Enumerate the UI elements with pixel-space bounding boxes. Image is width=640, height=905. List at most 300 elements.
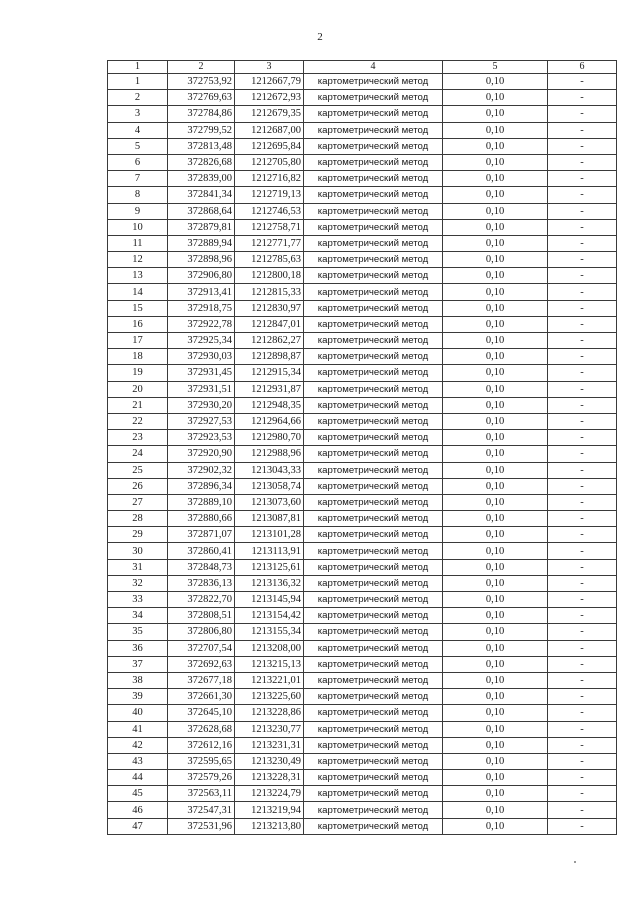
table-row bbox=[108, 138, 617, 154]
y-coordinate-cell: 1212988,96 bbox=[235, 446, 304, 462]
method-cell: картометрический метод bbox=[304, 446, 443, 462]
method-cell: картометрический метод bbox=[304, 333, 443, 349]
note-cell: - bbox=[548, 333, 617, 349]
y-coordinate-cell: 1212915,34 bbox=[235, 365, 304, 381]
point-number-cell: 40 bbox=[108, 705, 168, 721]
page-number: 2 bbox=[317, 31, 323, 43]
method-cell: картометрический метод bbox=[304, 349, 443, 365]
x-coordinate-cell: 372896,34 bbox=[168, 478, 235, 494]
table-row bbox=[108, 446, 617, 462]
x-coordinate-cell: 372871,07 bbox=[168, 527, 235, 543]
accuracy-cell: 0,10 bbox=[443, 559, 548, 575]
point-number-cell: 41 bbox=[108, 721, 168, 737]
y-coordinate-cell: 1212862,27 bbox=[235, 333, 304, 349]
note-cell: - bbox=[548, 462, 617, 478]
note-cell: - bbox=[548, 543, 617, 559]
accuracy-cell: 0,10 bbox=[443, 219, 548, 235]
point-number-cell: 2 bbox=[108, 90, 168, 106]
x-coordinate-cell: 372836,13 bbox=[168, 575, 235, 591]
x-coordinate-cell: 372898,96 bbox=[168, 252, 235, 268]
y-coordinate-cell: 1212980,70 bbox=[235, 430, 304, 446]
method-cell: картометрический метод bbox=[304, 737, 443, 753]
x-coordinate-cell: 372889,94 bbox=[168, 235, 235, 251]
table-row bbox=[108, 478, 617, 494]
point-number-cell: 24 bbox=[108, 446, 168, 462]
table-row bbox=[108, 268, 617, 284]
method-cell: картометрический метод bbox=[304, 721, 443, 737]
point-number-cell: 44 bbox=[108, 770, 168, 786]
table-row bbox=[108, 656, 617, 672]
x-coordinate-cell: 372677,18 bbox=[168, 672, 235, 688]
accuracy-cell: 0,10 bbox=[443, 365, 548, 381]
y-coordinate-cell: 1212679,35 bbox=[235, 106, 304, 122]
point-number-cell: 33 bbox=[108, 592, 168, 608]
accuracy-cell: 0,10 bbox=[443, 235, 548, 251]
accuracy-cell: 0,10 bbox=[443, 656, 548, 672]
note-cell: - bbox=[548, 90, 617, 106]
note-cell: - bbox=[548, 381, 617, 397]
method-cell: картометрический метод bbox=[304, 252, 443, 268]
method-cell: картометрический метод bbox=[304, 786, 443, 802]
y-coordinate-cell: 1213136,32 bbox=[235, 575, 304, 591]
accuracy-cell: 0,10 bbox=[443, 446, 548, 462]
y-coordinate-cell: 1212785,63 bbox=[235, 252, 304, 268]
table-row bbox=[108, 316, 617, 332]
method-cell: картометрический метод bbox=[304, 705, 443, 721]
column-header: 1 bbox=[108, 61, 168, 74]
y-coordinate-cell: 1212847,01 bbox=[235, 316, 304, 332]
y-coordinate-cell: 1213225,60 bbox=[235, 689, 304, 705]
x-coordinate-cell: 372930,20 bbox=[168, 397, 235, 413]
note-cell: - bbox=[548, 138, 617, 154]
y-coordinate-cell: 1212695,84 bbox=[235, 138, 304, 154]
y-coordinate-cell: 1213215,13 bbox=[235, 656, 304, 672]
note-cell: - bbox=[548, 187, 617, 203]
point-number-cell: 42 bbox=[108, 737, 168, 753]
x-coordinate-cell: 372813,48 bbox=[168, 138, 235, 154]
point-number-cell: 45 bbox=[108, 786, 168, 802]
accuracy-cell: 0,10 bbox=[443, 802, 548, 818]
point-number-cell: 12 bbox=[108, 252, 168, 268]
y-coordinate-cell: 1213228,86 bbox=[235, 705, 304, 721]
y-coordinate-cell: 1212716,82 bbox=[235, 171, 304, 187]
accuracy-cell: 0,10 bbox=[443, 640, 548, 656]
accuracy-cell: 0,10 bbox=[443, 349, 548, 365]
column-header: 4 bbox=[304, 61, 443, 74]
accuracy-cell: 0,10 bbox=[443, 624, 548, 640]
method-cell: картометрический метод bbox=[304, 381, 443, 397]
accuracy-cell: 0,10 bbox=[443, 122, 548, 138]
note-cell: - bbox=[548, 527, 617, 543]
y-coordinate-cell: 1212719,13 bbox=[235, 187, 304, 203]
accuracy-cell: 0,10 bbox=[443, 543, 548, 559]
note-cell: - bbox=[548, 284, 617, 300]
accuracy-cell: 0,10 bbox=[443, 786, 548, 802]
table-row bbox=[108, 575, 617, 591]
accuracy-cell: 0,10 bbox=[443, 721, 548, 737]
x-coordinate-cell: 372839,00 bbox=[168, 171, 235, 187]
method-cell: картометрический метод bbox=[304, 74, 443, 90]
note-cell: - bbox=[548, 316, 617, 332]
method-cell: картометрический метод bbox=[304, 624, 443, 640]
note-cell: - bbox=[548, 478, 617, 494]
table-row bbox=[108, 333, 617, 349]
point-number-cell: 11 bbox=[108, 235, 168, 251]
table-row bbox=[108, 284, 617, 300]
x-coordinate-cell: 372808,51 bbox=[168, 608, 235, 624]
table-row bbox=[108, 705, 617, 721]
method-cell: картометрический метод bbox=[304, 219, 443, 235]
point-number-cell: 5 bbox=[108, 138, 168, 154]
point-number-cell: 13 bbox=[108, 268, 168, 284]
table-row bbox=[108, 559, 617, 575]
table-row bbox=[108, 786, 617, 802]
accuracy-cell: 0,10 bbox=[443, 494, 548, 510]
y-coordinate-cell: 1213213,80 bbox=[235, 818, 304, 834]
accuracy-cell: 0,10 bbox=[443, 575, 548, 591]
table-row bbox=[108, 511, 617, 527]
point-number-cell: 3 bbox=[108, 106, 168, 122]
y-coordinate-cell: 1212800,18 bbox=[235, 268, 304, 284]
x-coordinate-cell: 372595,65 bbox=[168, 753, 235, 769]
point-number-cell: 6 bbox=[108, 154, 168, 170]
method-cell: картометрический метод bbox=[304, 90, 443, 106]
accuracy-cell: 0,10 bbox=[443, 90, 548, 106]
y-coordinate-cell: 1213125,61 bbox=[235, 559, 304, 575]
note-cell: - bbox=[548, 349, 617, 365]
note-cell: - bbox=[548, 203, 617, 219]
table-row bbox=[108, 818, 617, 834]
note-cell: - bbox=[548, 656, 617, 672]
x-coordinate-cell: 372753,92 bbox=[168, 74, 235, 90]
note-cell: - bbox=[548, 300, 617, 316]
accuracy-cell: 0,10 bbox=[443, 527, 548, 543]
table-row bbox=[108, 122, 617, 138]
x-coordinate-cell: 372628,68 bbox=[168, 721, 235, 737]
method-cell: картометрический метод bbox=[304, 397, 443, 413]
table-row bbox=[108, 527, 617, 543]
column-header: 2 bbox=[168, 61, 235, 74]
x-coordinate-cell: 372784,86 bbox=[168, 106, 235, 122]
point-number-cell: 23 bbox=[108, 430, 168, 446]
x-coordinate-cell: 372563,11 bbox=[168, 786, 235, 802]
method-cell: картометрический метод bbox=[304, 543, 443, 559]
point-number-cell: 1 bbox=[108, 74, 168, 90]
x-coordinate-cell: 372902,32 bbox=[168, 462, 235, 478]
accuracy-cell: 0,10 bbox=[443, 478, 548, 494]
method-cell: картометрический метод bbox=[304, 462, 443, 478]
note-cell: - bbox=[548, 430, 617, 446]
note-cell: - bbox=[548, 721, 617, 737]
accuracy-cell: 0,10 bbox=[443, 397, 548, 413]
note-cell: - bbox=[548, 575, 617, 591]
note-cell: - bbox=[548, 494, 617, 510]
x-coordinate-cell: 372848,73 bbox=[168, 559, 235, 575]
x-coordinate-cell: 372579,26 bbox=[168, 770, 235, 786]
accuracy-cell: 0,10 bbox=[443, 592, 548, 608]
y-coordinate-cell: 1213221,01 bbox=[235, 672, 304, 688]
accuracy-cell: 0,10 bbox=[443, 413, 548, 429]
x-coordinate-cell: 372931,45 bbox=[168, 365, 235, 381]
accuracy-cell: 0,10 bbox=[443, 171, 548, 187]
note-cell: - bbox=[548, 753, 617, 769]
note-cell: - bbox=[548, 413, 617, 429]
table-row bbox=[108, 252, 617, 268]
accuracy-cell: 0,10 bbox=[443, 381, 548, 397]
table-row bbox=[108, 802, 617, 818]
accuracy-cell: 0,10 bbox=[443, 511, 548, 527]
x-coordinate-cell: 372925,34 bbox=[168, 333, 235, 349]
point-number-cell: 47 bbox=[108, 818, 168, 834]
column-header: 5 bbox=[443, 61, 548, 74]
method-cell: картометрический метод bbox=[304, 802, 443, 818]
method-cell: картометрический метод bbox=[304, 365, 443, 381]
table-row bbox=[108, 672, 617, 688]
accuracy-cell: 0,10 bbox=[443, 106, 548, 122]
table-row bbox=[108, 154, 617, 170]
note-cell: - bbox=[548, 268, 617, 284]
method-cell: картометрический метод bbox=[304, 672, 443, 688]
method-cell: картометрический метод bbox=[304, 527, 443, 543]
point-number-cell: 25 bbox=[108, 462, 168, 478]
y-coordinate-cell: 1212964,66 bbox=[235, 413, 304, 429]
note-cell: - bbox=[548, 74, 617, 90]
x-coordinate-cell: 372547,31 bbox=[168, 802, 235, 818]
method-cell: картометрический метод bbox=[304, 430, 443, 446]
method-cell: картометрический метод bbox=[304, 608, 443, 624]
note-cell: - bbox=[548, 154, 617, 170]
note-cell: - bbox=[548, 608, 617, 624]
scan-speck bbox=[574, 861, 576, 863]
x-coordinate-cell: 372906,80 bbox=[168, 268, 235, 284]
column-header: 3 bbox=[235, 61, 304, 74]
y-coordinate-cell: 1213219,94 bbox=[235, 802, 304, 818]
y-coordinate-cell: 1213058,74 bbox=[235, 478, 304, 494]
note-cell: - bbox=[548, 624, 617, 640]
accuracy-cell: 0,10 bbox=[443, 154, 548, 170]
point-number-cell: 43 bbox=[108, 753, 168, 769]
accuracy-cell: 0,10 bbox=[443, 689, 548, 705]
accuracy-cell: 0,10 bbox=[443, 284, 548, 300]
y-coordinate-cell: 1212815,33 bbox=[235, 284, 304, 300]
point-number-cell: 36 bbox=[108, 640, 168, 656]
point-number-cell: 29 bbox=[108, 527, 168, 543]
x-coordinate-cell: 372860,41 bbox=[168, 543, 235, 559]
accuracy-cell: 0,10 bbox=[443, 252, 548, 268]
point-number-cell: 38 bbox=[108, 672, 168, 688]
table-row bbox=[108, 640, 617, 656]
method-cell: картометрический метод bbox=[304, 592, 443, 608]
point-number-cell: 15 bbox=[108, 300, 168, 316]
method-cell: картометрический метод bbox=[304, 316, 443, 332]
method-cell: картометрический метод bbox=[304, 284, 443, 300]
table-row bbox=[108, 74, 617, 90]
table-row bbox=[108, 397, 617, 413]
table-row bbox=[108, 106, 617, 122]
note-cell: - bbox=[548, 737, 617, 753]
note-cell: - bbox=[548, 397, 617, 413]
y-coordinate-cell: 1212672,93 bbox=[235, 90, 304, 106]
note-cell: - bbox=[548, 786, 617, 802]
table-row bbox=[108, 721, 617, 737]
point-number-cell: 32 bbox=[108, 575, 168, 591]
accuracy-cell: 0,10 bbox=[443, 672, 548, 688]
point-number-cell: 46 bbox=[108, 802, 168, 818]
y-coordinate-cell: 1213208,00 bbox=[235, 640, 304, 656]
note-cell: - bbox=[548, 219, 617, 235]
method-cell: картометрический метод bbox=[304, 203, 443, 219]
x-coordinate-cell: 372531,96 bbox=[168, 818, 235, 834]
note-cell: - bbox=[548, 106, 617, 122]
x-coordinate-cell: 372661,30 bbox=[168, 689, 235, 705]
y-coordinate-cell: 1213155,34 bbox=[235, 624, 304, 640]
x-coordinate-cell: 372645,10 bbox=[168, 705, 235, 721]
table-row bbox=[108, 203, 617, 219]
point-number-cell: 22 bbox=[108, 413, 168, 429]
y-coordinate-cell: 1213043,33 bbox=[235, 462, 304, 478]
y-coordinate-cell: 1213101,28 bbox=[235, 527, 304, 543]
method-cell: картометрический метод bbox=[304, 559, 443, 575]
x-coordinate-cell: 372880,66 bbox=[168, 511, 235, 527]
table-row bbox=[108, 592, 617, 608]
x-coordinate-cell: 372826,68 bbox=[168, 154, 235, 170]
coordinates-table bbox=[107, 60, 617, 835]
note-cell: - bbox=[548, 818, 617, 834]
table-row bbox=[108, 430, 617, 446]
note-cell: - bbox=[548, 640, 617, 656]
point-number-cell: 14 bbox=[108, 284, 168, 300]
x-coordinate-cell: 372889,10 bbox=[168, 494, 235, 510]
method-cell: картометрический метод bbox=[304, 640, 443, 656]
point-number-cell: 17 bbox=[108, 333, 168, 349]
y-coordinate-cell: 1213087,81 bbox=[235, 511, 304, 527]
x-coordinate-cell: 372913,41 bbox=[168, 284, 235, 300]
x-coordinate-cell: 372930,03 bbox=[168, 349, 235, 365]
point-number-cell: 9 bbox=[108, 203, 168, 219]
accuracy-cell: 0,10 bbox=[443, 203, 548, 219]
table-row bbox=[108, 349, 617, 365]
point-number-cell: 4 bbox=[108, 122, 168, 138]
point-number-cell: 19 bbox=[108, 365, 168, 381]
point-number-cell: 10 bbox=[108, 219, 168, 235]
x-coordinate-cell: 372920,90 bbox=[168, 446, 235, 462]
note-cell: - bbox=[548, 559, 617, 575]
table-row bbox=[108, 543, 617, 559]
accuracy-cell: 0,10 bbox=[443, 737, 548, 753]
point-number-cell: 31 bbox=[108, 559, 168, 575]
note-cell: - bbox=[548, 511, 617, 527]
accuracy-cell: 0,10 bbox=[443, 74, 548, 90]
y-coordinate-cell: 1212898,87 bbox=[235, 349, 304, 365]
point-number-cell: 16 bbox=[108, 316, 168, 332]
y-coordinate-cell: 1212771,77 bbox=[235, 235, 304, 251]
y-coordinate-cell: 1212705,80 bbox=[235, 154, 304, 170]
accuracy-cell: 0,10 bbox=[443, 333, 548, 349]
table-row bbox=[108, 90, 617, 106]
table-row bbox=[108, 300, 617, 316]
y-coordinate-cell: 1213231,31 bbox=[235, 737, 304, 753]
x-coordinate-cell: 372841,34 bbox=[168, 187, 235, 203]
note-cell: - bbox=[548, 689, 617, 705]
x-coordinate-cell: 372822,70 bbox=[168, 592, 235, 608]
accuracy-cell: 0,10 bbox=[443, 300, 548, 316]
x-coordinate-cell: 372931,51 bbox=[168, 381, 235, 397]
accuracy-cell: 0,10 bbox=[443, 818, 548, 834]
note-cell: - bbox=[548, 365, 617, 381]
table-row bbox=[108, 462, 617, 478]
note-cell: - bbox=[548, 252, 617, 268]
method-cell: картометрический метод bbox=[304, 494, 443, 510]
accuracy-cell: 0,10 bbox=[443, 430, 548, 446]
table-row bbox=[108, 689, 617, 705]
x-coordinate-cell: 372879,81 bbox=[168, 219, 235, 235]
y-coordinate-cell: 1212931,87 bbox=[235, 381, 304, 397]
y-coordinate-cell: 1212667,79 bbox=[235, 74, 304, 90]
point-number-cell: 28 bbox=[108, 511, 168, 527]
point-number-cell: 20 bbox=[108, 381, 168, 397]
method-cell: картометрический метод bbox=[304, 656, 443, 672]
accuracy-cell: 0,10 bbox=[443, 770, 548, 786]
point-number-cell: 18 bbox=[108, 349, 168, 365]
table-row bbox=[108, 365, 617, 381]
method-cell: картометрический метод bbox=[304, 154, 443, 170]
x-coordinate-cell: 372923,53 bbox=[168, 430, 235, 446]
table-row bbox=[108, 624, 617, 640]
x-coordinate-cell: 372868,64 bbox=[168, 203, 235, 219]
method-cell: картометрический метод bbox=[304, 138, 443, 154]
method-cell: картометрический метод bbox=[304, 413, 443, 429]
point-number-cell: 34 bbox=[108, 608, 168, 624]
note-cell: - bbox=[548, 171, 617, 187]
x-coordinate-cell: 372799,52 bbox=[168, 122, 235, 138]
table-row bbox=[108, 753, 617, 769]
method-cell: картометрический метод bbox=[304, 235, 443, 251]
method-cell: картометрический метод bbox=[304, 268, 443, 284]
x-coordinate-cell: 372806,80 bbox=[168, 624, 235, 640]
y-coordinate-cell: 1212687,00 bbox=[235, 122, 304, 138]
method-cell: картометрический метод bbox=[304, 689, 443, 705]
x-coordinate-cell: 372769,63 bbox=[168, 90, 235, 106]
x-coordinate-cell: 372707,54 bbox=[168, 640, 235, 656]
point-number-cell: 8 bbox=[108, 187, 168, 203]
table-row bbox=[108, 770, 617, 786]
method-cell: картометрический метод bbox=[304, 187, 443, 203]
table-row bbox=[108, 235, 617, 251]
y-coordinate-cell: 1213145,94 bbox=[235, 592, 304, 608]
point-number-cell: 37 bbox=[108, 656, 168, 672]
point-number-cell: 26 bbox=[108, 478, 168, 494]
y-coordinate-cell: 1212948,35 bbox=[235, 397, 304, 413]
note-cell: - bbox=[548, 235, 617, 251]
x-coordinate-cell: 372927,53 bbox=[168, 413, 235, 429]
x-coordinate-cell: 372692,63 bbox=[168, 656, 235, 672]
accuracy-cell: 0,10 bbox=[443, 608, 548, 624]
method-cell: картометрический метод bbox=[304, 575, 443, 591]
method-cell: картометрический метод bbox=[304, 122, 443, 138]
y-coordinate-cell: 1213224,79 bbox=[235, 786, 304, 802]
note-cell: - bbox=[548, 446, 617, 462]
y-coordinate-cell: 1212830,97 bbox=[235, 300, 304, 316]
point-number-cell: 27 bbox=[108, 494, 168, 510]
table-header-row bbox=[108, 61, 617, 74]
note-cell: - bbox=[548, 672, 617, 688]
accuracy-cell: 0,10 bbox=[443, 705, 548, 721]
column-header: 6 bbox=[548, 61, 617, 74]
table-row bbox=[108, 494, 617, 510]
method-cell: картометрический метод bbox=[304, 171, 443, 187]
accuracy-cell: 0,10 bbox=[443, 187, 548, 203]
y-coordinate-cell: 1213230,49 bbox=[235, 753, 304, 769]
